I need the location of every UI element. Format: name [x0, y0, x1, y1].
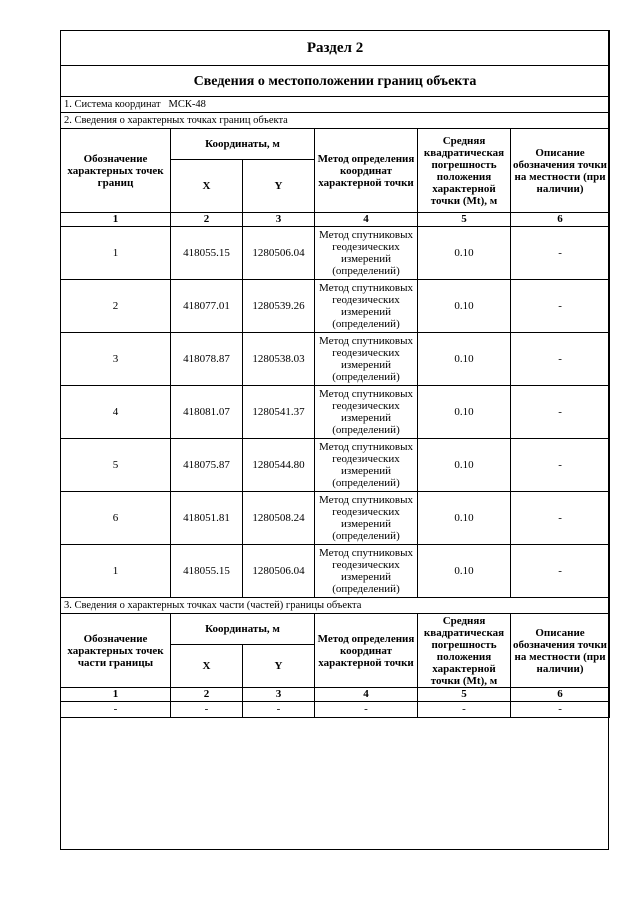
point-method: Метод спутниковых геодезических измерений (определений) — [315, 492, 418, 545]
t1-colnum: 2 — [171, 213, 243, 227]
point-error: 0.10 — [418, 386, 511, 439]
table-row — [61, 702, 610, 718]
point-method: Метод спутниковых геодезических измерений (определений) — [315, 280, 418, 333]
t2-header-x: X — [171, 645, 243, 688]
table-row — [61, 386, 610, 439]
empty-cell: - — [61, 702, 171, 718]
t1-header-y: Y — [243, 160, 315, 213]
point-x: 418078.87 — [171, 333, 243, 386]
t1-header-error: Средняя квадратическая погрешность положения характерной точки (Mt), м — [418, 129, 511, 213]
section-title: Раздел 2 — [61, 31, 610, 66]
t1-colnum: 1 — [61, 213, 171, 227]
point-error: 0.10 — [418, 545, 511, 598]
table-row — [61, 439, 610, 492]
t2-colnum: 5 — [418, 688, 511, 702]
point-id: 6 — [61, 492, 171, 545]
table-row — [61, 545, 610, 598]
t2-header-point: Обозначение характерных точек части границы — [61, 614, 171, 688]
table-row — [61, 333, 610, 386]
coord-system-value: МСК-48 — [168, 99, 206, 110]
point-x: 418077.01 — [171, 280, 243, 333]
point-method: Метод спутниковых геодезических измерений (определений) — [315, 386, 418, 439]
t1-colnum: 3 — [243, 213, 315, 227]
point-method: Метод спутниковых геодезических измерений (определений) — [315, 545, 418, 598]
point-id: 1 — [61, 545, 171, 598]
point-description: - — [511, 333, 610, 386]
t1-colnum: 5 — [418, 213, 511, 227]
point-x: 418055.15 — [171, 227, 243, 280]
t2-colnum: 1 — [61, 688, 171, 702]
t2-header-description: Описание обозначения точки на местности (при наличии) — [511, 614, 610, 688]
empty-cell: - — [171, 702, 243, 718]
point-y: 1280506.04 — [243, 545, 315, 598]
empty-cell: - — [511, 702, 610, 718]
point-error: 0.10 — [418, 227, 511, 280]
point-y: 1280538.03 — [243, 333, 315, 386]
t1-header-point: Обозначение характерных точек границ — [61, 129, 171, 213]
t2-header-error: Средняя квадратическая погрешность положения характерной точки (Mt), м — [418, 614, 511, 688]
point-id: 5 — [61, 439, 171, 492]
point-id: 4 — [61, 386, 171, 439]
point-y: 1280544.80 — [243, 439, 315, 492]
point-description: - — [511, 545, 610, 598]
points-section-label: 2. Сведения о характерных точках границ объекта — [61, 113, 610, 129]
point-description: - — [511, 386, 610, 439]
coord-system-label: 1. Система координат — [64, 99, 161, 110]
section-subtitle: Сведения о местоположении границ объекта — [61, 66, 610, 97]
t2-colnum: 6 — [511, 688, 610, 702]
t2-header-method: Метод определения координат характерной точки — [315, 614, 418, 688]
t1-header-coords: Координаты, м — [171, 129, 315, 160]
t2-colnum: 3 — [243, 688, 315, 702]
t2-colnum: 4 — [315, 688, 418, 702]
point-y: 1280506.04 — [243, 227, 315, 280]
point-y: 1280539.26 — [243, 280, 315, 333]
point-method: Метод спутниковых геодезических измерений (определений) — [315, 227, 418, 280]
point-description: - — [511, 280, 610, 333]
point-error: 0.10 — [418, 439, 511, 492]
point-error: 0.10 — [418, 492, 511, 545]
point-description: - — [511, 227, 610, 280]
point-x: 418081.07 — [171, 386, 243, 439]
t1-colnum: 6 — [511, 213, 610, 227]
point-description: - — [511, 492, 610, 545]
t2-header-y: Y — [243, 645, 315, 688]
table-row — [61, 280, 610, 333]
point-id: 2 — [61, 280, 171, 333]
point-description: - — [511, 439, 610, 492]
point-method: Метод спутниковых геодезических измерений (определений) — [315, 439, 418, 492]
point-method: Метод спутниковых геодезических измерений (определений) — [315, 333, 418, 386]
empty-cell: - — [418, 702, 511, 718]
t1-header-description: Описание обозначения точки на местности (при наличии) — [511, 129, 610, 213]
t1-colnum: 4 — [315, 213, 418, 227]
parts-section-label: 3. Сведения о характерных точках части (частей) границы объекта — [61, 598, 610, 614]
point-id: 1 — [61, 227, 171, 280]
empty-cell: - — [315, 702, 418, 718]
point-error: 0.10 — [418, 280, 511, 333]
point-x: 418075.87 — [171, 439, 243, 492]
t1-header-method: Метод определения координат характерной точки — [315, 129, 418, 213]
section-table — [60, 30, 610, 718]
empty-cell: - — [243, 702, 315, 718]
t2-colnum: 2 — [171, 688, 243, 702]
t2-header-coords: Координаты, м — [171, 614, 315, 645]
coord-system-row — [61, 97, 610, 113]
point-y: 1280508.24 — [243, 492, 315, 545]
point-y: 1280541.37 — [243, 386, 315, 439]
table-row — [61, 492, 610, 545]
point-x: 418051.81 — [171, 492, 243, 545]
point-x: 418055.15 — [171, 545, 243, 598]
point-error: 0.10 — [418, 333, 511, 386]
table-row — [61, 227, 610, 280]
point-id: 3 — [61, 333, 171, 386]
t1-header-x: X — [171, 160, 243, 213]
